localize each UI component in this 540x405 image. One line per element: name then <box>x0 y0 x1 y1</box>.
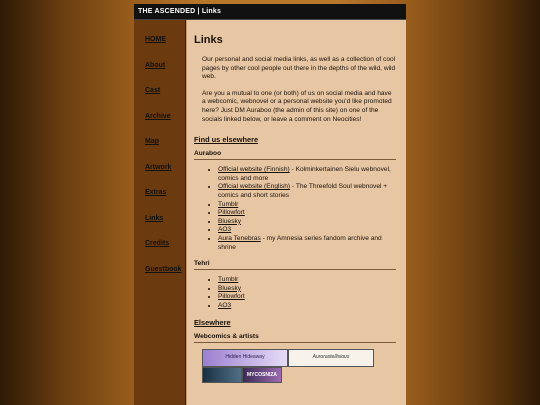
link-desc: - Kolminkertainen Sielu webnovel, comics and more <box>218 166 391 182</box>
auraboo-ao3-link[interactable]: AO3 <box>218 226 232 234</box>
list-item <box>218 235 396 252</box>
nav-link-guestbook[interactable]: Guestbook <box>145 265 182 273</box>
list-item <box>218 183 396 200</box>
nav-link-links[interactable]: Links <box>145 214 164 222</box>
english-site-link[interactable]: Official website (English) <box>218 183 291 191</box>
tehri-bluesky-link[interactable]: Bluesky <box>218 284 242 292</box>
auraboo-tumblr-link[interactable]: Tumblr <box>218 200 239 208</box>
auraboo-bluesky-link[interactable]: Bluesky <box>218 217 242 225</box>
tehri-ao3-link[interactable]: AO3 <box>218 301 232 309</box>
webcomics-heading: Webcomics & artists <box>194 333 396 343</box>
finnish-site-link[interactable]: Official website (Finnish) <box>218 166 290 174</box>
tehri-tumblr-link[interactable]: Tumblr <box>218 276 239 284</box>
aura-tenebras-link[interactable]: Aura Tenebras <box>218 234 261 242</box>
list-item <box>218 218 396 227</box>
banner-hidden-hideaway[interactable] <box>202 349 288 367</box>
tehri-links <box>194 276 396 310</box>
banner-text: Aurorastellisious <box>312 354 350 361</box>
nav-link-artwork[interactable]: Artwork <box>145 163 172 171</box>
list-item <box>218 276 396 285</box>
banner-text: Hidden Hideaway <box>225 354 265 361</box>
list-item <box>218 293 396 302</box>
auraboo-heading: Auraboo <box>194 150 396 160</box>
tehri-heading: Tehri <box>194 260 396 270</box>
nav-link-about[interactable]: About <box>145 61 166 69</box>
main-content <box>186 20 406 405</box>
nav-link-credits[interactable]: Credits <box>145 240 170 247</box>
link-desc: - my Amnesia series fandom archive and shrine <box>218 234 382 251</box>
banner-aurorastellisious[interactable] <box>288 349 374 367</box>
list-item <box>218 201 396 210</box>
list-item <box>218 285 396 294</box>
link-desc: - The Threefold Soul webnovel + comics and short stories <box>218 183 388 199</box>
banner-text: MYCOSNIZA <box>247 372 277 379</box>
auraboo-links <box>194 166 396 252</box>
list-item <box>218 302 396 311</box>
nav-link-home[interactable]: HOME <box>145 36 166 43</box>
find-us-heading[interactable]: Find us elsewhere <box>194 135 259 145</box>
browser-window <box>134 4 406 405</box>
nav-link-map[interactable]: Map <box>145 138 159 145</box>
banner-mycosniza[interactable] <box>242 367 282 383</box>
banner-dark[interactable] <box>202 367 242 383</box>
nav-link-cast[interactable]: Cast <box>145 87 161 94</box>
elsewhere-heading[interactable]: Elsewhere <box>194 318 231 328</box>
list-item <box>218 226 396 235</box>
page-title: Links <box>194 34 223 46</box>
promo-paragraph: Are you a mutual to one (or both) of us on social media and have a webcomic, webnovel or a personal website you'd like promoted here? Just DM Auraboo (the admin of this site) on one of the socials linked below, or leave a comment on Neocities! <box>202 89 392 123</box>
list-item <box>218 209 396 218</box>
list-item <box>218 166 396 183</box>
page-frame <box>134 20 406 405</box>
intro-paragraph: Our personal and social media links, as well as a collection of cool pages by other cool people out there in the depths of the wild, wild web. <box>202 56 396 81</box>
window-title: THE ASCENDED | Links <box>134 4 406 20</box>
sidebar-nav <box>134 20 186 405</box>
tehri-pillowfort-link[interactable]: Pillowfort <box>218 293 245 301</box>
auraboo-pillowfort-link[interactable]: Pillowfort <box>218 209 245 217</box>
nav-link-extras[interactable]: Extras <box>145 189 167 196</box>
nav-link-archive[interactable]: Archive <box>145 112 171 120</box>
